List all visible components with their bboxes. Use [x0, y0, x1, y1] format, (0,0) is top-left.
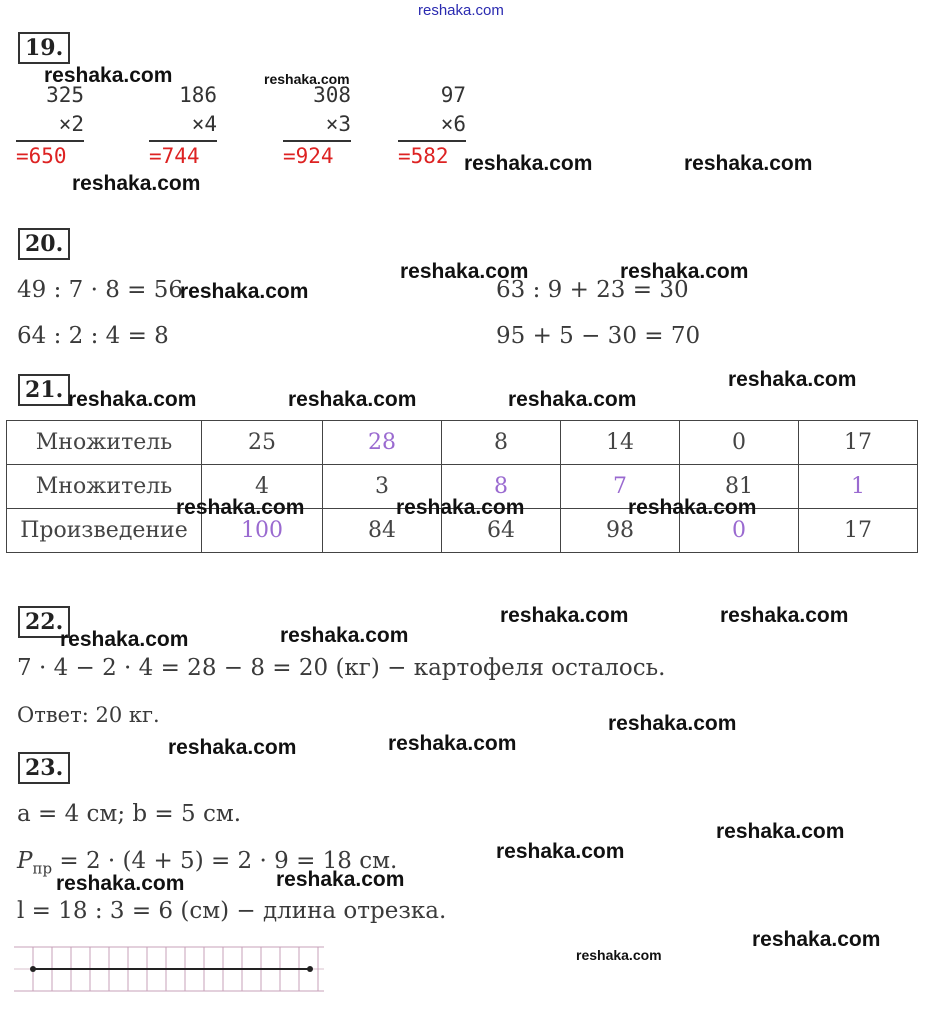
segment-point-start	[30, 966, 36, 972]
table-cell: 8	[442, 465, 561, 509]
task-20-eq1: 49 : 7 · 8 = 56	[17, 277, 183, 303]
watermark[interactable]: reshaka.com	[396, 496, 525, 519]
segment-grid-drawing	[14, 945, 324, 993]
watermark[interactable]: reshaka.com	[44, 64, 173, 87]
task-19-number: 19.	[18, 32, 70, 64]
multiplication-table	[6, 420, 918, 553]
watermark[interactable]: reshaka.com	[60, 628, 189, 651]
task-20-eq3: 63 : 9 + 23 = 30	[496, 277, 689, 303]
col3-result: =924	[283, 144, 334, 168]
table-cell: 17	[799, 421, 918, 465]
watermark[interactable]: reshaka.com	[720, 604, 849, 627]
col4-op: ×6	[440, 112, 466, 136]
task-22-answer: Ответ: 20 кг.	[17, 703, 160, 727]
watermark[interactable]: reshaka.com	[280, 624, 409, 647]
watermark[interactable]: reshaka.com	[716, 820, 845, 843]
task-20-eq4: 95 + 5 − 30 = 70	[496, 323, 701, 349]
table-cell: 98	[561, 509, 680, 553]
watermark[interactable]: reshaka.com	[400, 260, 529, 283]
task-20-number: 20.	[18, 228, 70, 260]
table-cell: 4	[202, 465, 323, 509]
watermark[interactable]: reshaka.com	[628, 496, 757, 519]
col2-result: =744	[149, 144, 200, 168]
col1-result: =650	[16, 144, 67, 168]
watermark[interactable]: reshaka.com	[576, 947, 662, 963]
table-cell: 1	[799, 465, 918, 509]
watermark[interactable]: reshaka.com	[72, 172, 201, 195]
watermark[interactable]: reshaka.com	[728, 368, 857, 391]
table-cell: 84	[323, 509, 442, 553]
table-cell: 8	[442, 421, 561, 465]
task-23-segment: l = 18 : 3 = 6 (см) − длина отрезка.	[17, 898, 447, 924]
watermark[interactable]: reshaka.com	[56, 872, 185, 895]
watermark[interactable]: reshaka.com	[684, 152, 813, 175]
table-cell: 25	[202, 421, 323, 465]
column-multiplication-3	[283, 81, 351, 170]
col3-op: ×3	[325, 112, 351, 136]
task-21-number: 21.	[18, 374, 70, 406]
task-22-solution: 7 · 4 − 2 · 4 = 28 − 8 = 20 (кг) − картофеля осталось.	[17, 655, 666, 681]
task-20-eq2: 64 : 2 : 4 = 8	[17, 323, 169, 349]
table-cell: 28	[323, 421, 442, 465]
column-multiplication-1	[16, 81, 84, 170]
col4-result: =582	[398, 144, 449, 168]
table-cell: 64	[442, 509, 561, 553]
watermark[interactable]: reshaka.com	[500, 604, 629, 627]
task-23-number: 23.	[18, 752, 70, 784]
watermark[interactable]: reshaka.com	[388, 732, 517, 755]
watermark[interactable]: reshaka.com	[496, 840, 625, 863]
perimeter-symbol: P	[17, 848, 33, 874]
col3-top: 308	[313, 83, 351, 107]
segment-point-end	[307, 966, 313, 972]
col2-top: 186	[179, 83, 217, 107]
table-cell: 17	[799, 509, 918, 553]
table-cell: 14	[561, 421, 680, 465]
table-cell: 7	[561, 465, 680, 509]
col4-top: 97	[440, 83, 466, 107]
watermark-top[interactable]: reshaka.com	[418, 2, 504, 19]
watermark[interactable]: reshaka.com	[752, 928, 881, 951]
table-cell: 0	[680, 509, 799, 553]
watermark[interactable]: reshaka.com	[464, 152, 593, 175]
watermark[interactable]: reshaka.com	[276, 868, 405, 891]
watermark[interactable]: reshaka.com	[508, 388, 637, 411]
col1-top: 325	[46, 83, 84, 107]
perimeter-subscript: пр	[32, 859, 53, 878]
watermark[interactable]: reshaka.com	[288, 388, 417, 411]
perimeter-expression: = 2 · (4 + 5) = 2 · 9 = 18 см.	[59, 848, 398, 874]
task-22-number: 22.	[18, 606, 70, 638]
task-23-given: a = 4 см; b = 5 см.	[17, 801, 242, 827]
column-multiplication-2	[149, 81, 217, 170]
watermark[interactable]: reshaka.com	[168, 736, 297, 759]
row-label: Множитель	[7, 421, 202, 465]
row-label: Множитель	[7, 465, 202, 509]
watermark[interactable]: reshaka.com	[264, 71, 350, 87]
table-row	[7, 421, 918, 465]
watermark[interactable]: reshaka.com	[620, 260, 749, 283]
column-multiplication-4	[398, 81, 466, 170]
watermark[interactable]: reshaka.com	[180, 280, 309, 303]
col2-op: ×4	[191, 112, 217, 136]
watermark[interactable]: reshaka.com	[176, 496, 305, 519]
table-cell: 3	[323, 465, 442, 509]
table-cell: 100	[202, 509, 323, 553]
watermark[interactable]: reshaka.com	[608, 712, 737, 735]
row-label: Произведение	[7, 509, 202, 553]
col1-op: ×2	[58, 112, 84, 136]
table-cell: 81	[680, 465, 799, 509]
table-cell: 0	[680, 421, 799, 465]
watermark[interactable]: reshaka.com	[68, 388, 197, 411]
